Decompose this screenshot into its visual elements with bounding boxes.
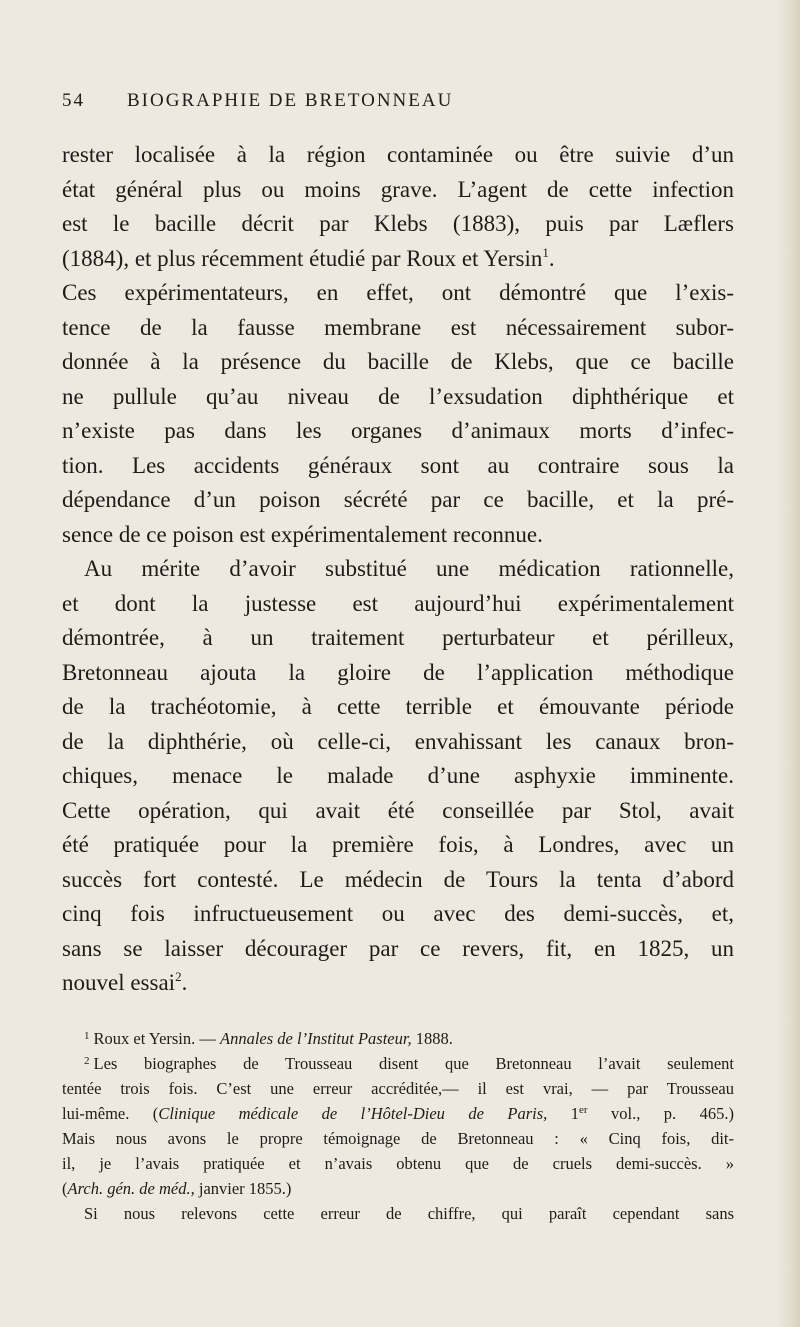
text-line: sence de ce poison est expérimentalement reconnue. [62, 521, 543, 547]
footnote-2-line: Si nous relevons cette erreur de chiffre, qui paraît cependant sans [84, 1204, 734, 1223]
text-line: Ces expérimentateurs, en effet, ont démontré que l’exis- [62, 280, 734, 305]
text-line: tion. Les accidents généraux sont au contraire sous la [62, 452, 734, 478]
footnote-2-line [62, 1176, 734, 1201]
running-title: BIOGRAPHIE DE BRETONNEAU [127, 90, 454, 111]
sentence-end: . [548, 245, 555, 271]
text-line: Au mérite d’avoir substitué une médication rationnelle, [84, 556, 734, 581]
footnote-ref: 2 [175, 969, 182, 984]
page-edge-shadow [778, 0, 800, 1327]
footnote-2-line: Mais nous avons le propre témoignage de Bretonneau : « Cinq fois, dit- [62, 1129, 734, 1148]
footnote-text: Les biographes de Trousseau disent que Bretonneau l’avait seulement [93, 1054, 734, 1073]
text-line: n’existe pas dans les organes d’animaux morts d’infec- [62, 418, 734, 443]
page-number: 54 [62, 90, 85, 111]
text-line: chiques, menace le malade d’une asphyxie imminente. [62, 763, 734, 788]
footnote-2-line: il, je l’avais pratiquée et n’avais obtenu que de cruels demi-succès. » [62, 1154, 734, 1173]
text-line: Bretonneau ajouta la gloire de l’application méthodique [62, 659, 734, 685]
footnote-text: ( [62, 1179, 68, 1198]
footnote-2-line: tentée trois fois. C’est une erreur accréditée,— il est vrai, — par Trousseau [62, 1079, 734, 1098]
text-line [62, 242, 734, 277]
text-line: rester localisée à la région contaminée ou être suivie d’un [62, 142, 734, 167]
footnote-ref: 1 [542, 244, 549, 260]
text-line [62, 966, 734, 1001]
footnote-text: 1888. [411, 1029, 453, 1048]
text-line: donnée à la présence du bacille de Klebs, que ce bacille [62, 349, 734, 374]
footnote-title: Clinique médicale de l’Hôtel-Dieu de Paris, [158, 1104, 548, 1123]
footnote-marker: 2 [84, 1055, 90, 1067]
footnote-text: Roux et Yersin. — [93, 1029, 221, 1048]
body-text [62, 138, 734, 1001]
footnote-text: vol., p. 465.) [587, 1104, 734, 1123]
text-line: succès fort contesté. Le médecin de Tours la tenta d’abord [62, 866, 734, 892]
footnote-text: lui-même. ( [62, 1104, 159, 1123]
text-line: démontrée, à un traitement perturbateur et périlleux, [62, 625, 734, 650]
footnote-marker: 1 [84, 1030, 90, 1042]
text-line: est le bacille décrit par Klebs (1883), puis par Læflers [62, 211, 734, 236]
footnote-text: 1 [547, 1104, 579, 1123]
text-line: Cette opération, qui avait été conseillée par Stol, avait [62, 797, 734, 823]
text-line: de la diphthérie, où celle-ci, envahissant les canaux bron- [62, 728, 734, 754]
text-line-content: (1884), et plus récemment étudié par Roux et Yersin [62, 245, 543, 271]
footnote-title: Annales de l’Institut Pasteur, [220, 1029, 412, 1048]
text-line: ne pullule qu’au niveau de l’exsudation diphthérique et [62, 383, 734, 409]
text-line: et dont la justesse est aujourd’hui expérimentalement [62, 590, 734, 616]
text-line-content: nouvel essai [62, 970, 176, 995]
ordinal-suffix: er [579, 1104, 588, 1116]
footnotes [62, 1026, 734, 1226]
text-line: état général plus ou moins grave. L’agent de cette infection [62, 176, 734, 202]
footnote-1 [62, 1026, 734, 1051]
sentence-end: . [181, 970, 188, 995]
text-line: tence de la fausse membrane est nécessairement subor- [62, 314, 734, 340]
text-line: été pratiquée pour la première fois, à Londres, avec un [62, 832, 734, 857]
footnote-title: Arch. gén. de méd., [67, 1179, 195, 1198]
footnote-2-line [62, 1051, 734, 1076]
text-line: sans se laisser décourager par ce revers, fit, en 1825, un [62, 935, 734, 961]
page-header [62, 90, 762, 120]
text-line: dépendance d’un poison sécrété par ce bacille, et la pré- [62, 487, 734, 512]
text-line: cinq fois infructueusement ou avec des demi-succès, et, [62, 901, 734, 926]
footnote-2-line [62, 1101, 734, 1126]
footnote-text: janvier 1855.) [194, 1179, 292, 1198]
text-line: de la trachéotomie, à cette terrible et émouvante période [62, 694, 734, 719]
